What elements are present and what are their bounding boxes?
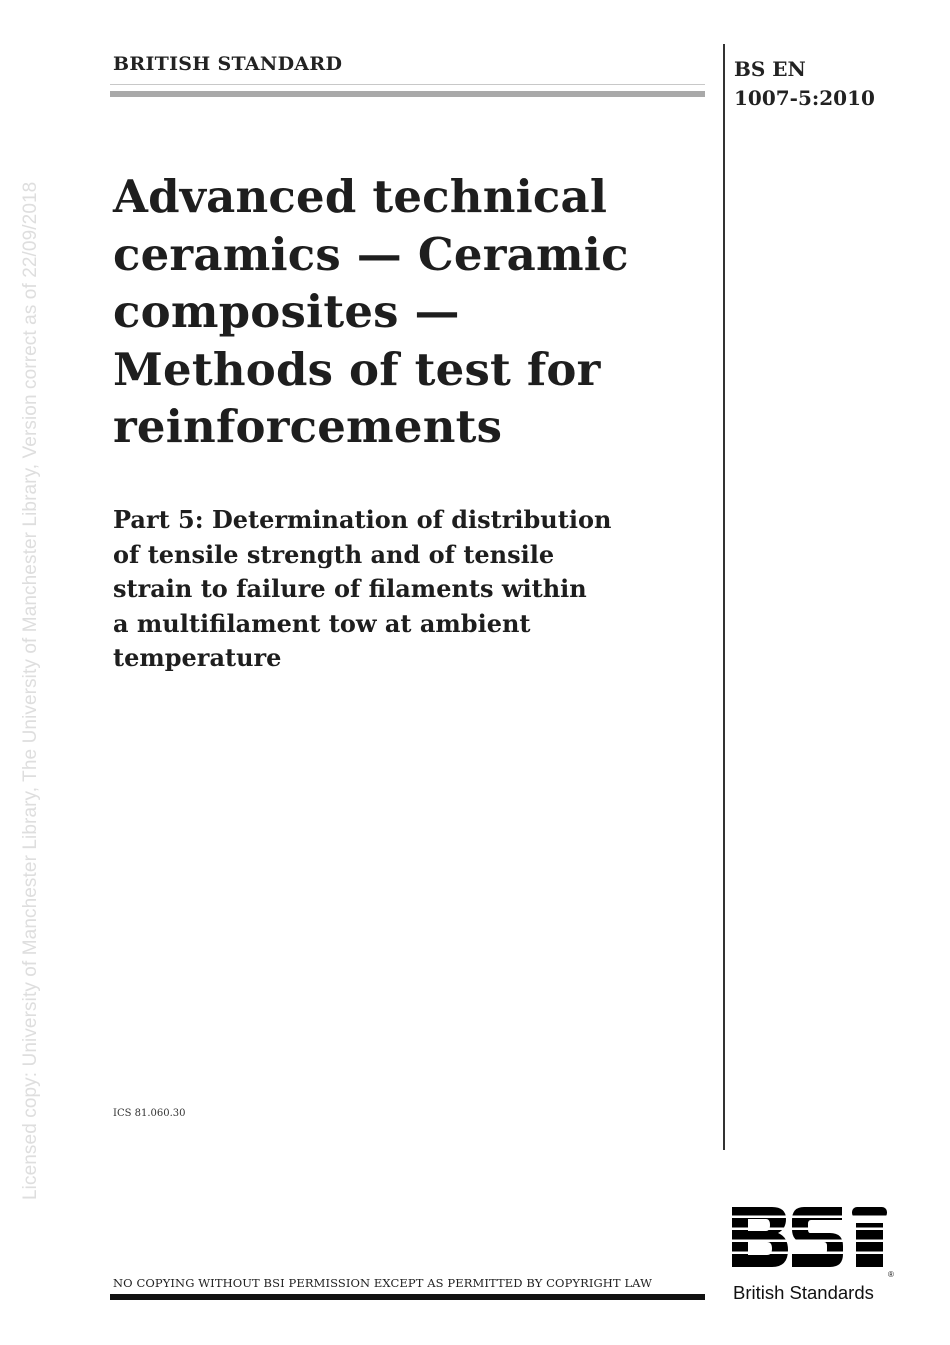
ics-code: ICS 81.060.30 <box>113 1108 186 1119</box>
header-rule-thick <box>110 91 705 97</box>
title-line: ceramics — Ceramic <box>113 227 629 281</box>
document-subtitle <box>113 503 713 676</box>
bsi-logo-caption: British Standards <box>733 1282 874 1303</box>
footer-rule <box>110 1294 705 1300</box>
subtitle-line: Part 5: Determination of distribution <box>113 505 612 534</box>
standard-number-line: BS EN <box>734 57 806 81</box>
bsi-logo-icon <box>732 1205 892 1271</box>
document-title <box>113 168 713 456</box>
header-rule-thin <box>110 84 705 85</box>
standard-number-line: 1007-5:2010 <box>734 86 875 110</box>
subtitle-line: temperature <box>113 643 282 672</box>
vertical-divider <box>723 44 725 1150</box>
title-line: reinforcements <box>113 400 503 453</box>
title-line: Methods of test for <box>113 342 601 396</box>
license-watermark: Licensed copy: University of Manchester Library, The University of Manchester Library, Version correct as of 22/09/2018 <box>20 181 41 1200</box>
subtitle-line: strain to failure of filaments within <box>113 574 587 603</box>
title-line: composites — <box>113 285 460 338</box>
subtitle-line: of tensile strength and of tensile <box>113 539 555 569</box>
registered-mark: ® <box>888 1270 894 1279</box>
copyright-notice: NO COPYING WITHOUT BSI PERMISSION EXCEPT AS PERMITTED BY COPYRIGHT LAW <box>113 1276 653 1290</box>
standard-number <box>734 55 875 113</box>
title-line: Advanced technical <box>113 170 608 223</box>
header-label: BRITISH STANDARD <box>113 53 343 75</box>
subtitle-line: a multifilament tow at ambient <box>113 608 531 638</box>
